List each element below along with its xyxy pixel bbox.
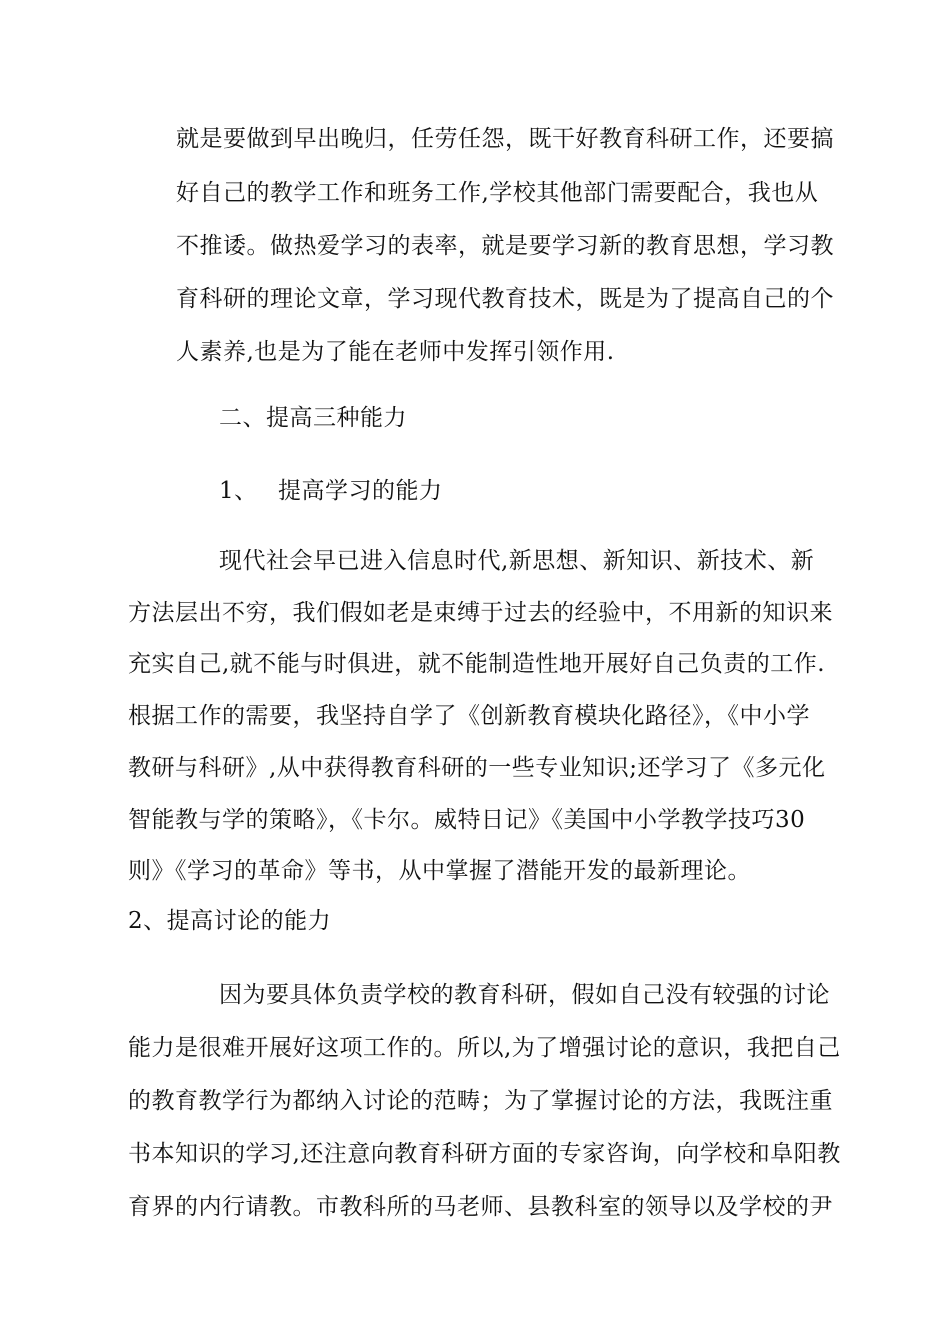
paragraph-learning-line-5: 教研与科研》,从中获得教育科研的一些专业知识;还学习了《多元化 (128, 755, 826, 781)
paragraph-research-line-4: 书本知识的学习,还注意向教育科研方面的专家咨询，向学校和阜阳教 (128, 1141, 841, 1167)
paragraph-research-line-2: 能力是很难开展好这项工作的。所以,为了增强讨论的意识，我把自己 (128, 1035, 841, 1061)
paragraph-learning-line-6: 智能教与学的策略》，《卡尔。威特日记》《美国中小学教学技巧30 (128, 807, 806, 833)
paragraph-learning-line-4: 根据工作的需要，我坚持自学了《创新教育模块化路径》，《中小学 (128, 703, 810, 729)
paragraph-intro-line-1: 就是要做到早出晚归，任劳任怨，既干好教育科研工作，还要搞 (176, 126, 834, 152)
paragraph-intro-line-2: 好自己的教学工作和班务工作,学校其他部门需要配合，我也从 (176, 180, 819, 206)
paragraph-intro-line-4: 育科研的理论文章，学习现代教育技术，既是为了提高自己的个 (176, 286, 834, 312)
paragraph-research-line-5: 育界的内行请教。市教科所的马老师、县教科室的领导以及学校的尹 (128, 1194, 833, 1220)
paragraph-research-line-1: 因为要具体负责学校的教育科研，假如自己没有较强的讨论 (219, 982, 830, 1008)
paragraph-learning-line-2: 方法层出不穷，我们假如老是束缚于过去的经验中，不用新的知识来 (128, 600, 833, 626)
paragraph-learning-line-7: 则》《学习的革命》等书，从中掌握了潜能开发的最新理论。 (128, 858, 751, 884)
item-heading-1-number: 1、 (219, 478, 258, 504)
paragraph-intro-line-5: 人素养,也是为了能在老师中发挥引领作用. (176, 339, 615, 365)
item-heading-2: 2、提高讨论的能力 (128, 908, 332, 934)
paragraph-learning-line-1: 现代社会早已进入信息时代,新思想、新知识、新技术、新 (219, 548, 815, 574)
paragraph-research-line-3: 的教育教学行为都纳入讨论的范畴；为了掌握讨论的方法，我既注重 (128, 1088, 833, 1114)
item-heading-1-text: 提高学习的能力 (278, 478, 443, 504)
paragraph-intro-line-3: 不推诿。做热爱学习的表率，就是要学习新的教育思想，学习教 (176, 233, 834, 259)
paragraph-learning-line-3: 充实自己,就不能与时俱进，就不能制造性地开展好自己负责的工作. (128, 651, 826, 677)
section-heading-2: 二、提高三种能力 (219, 405, 407, 431)
